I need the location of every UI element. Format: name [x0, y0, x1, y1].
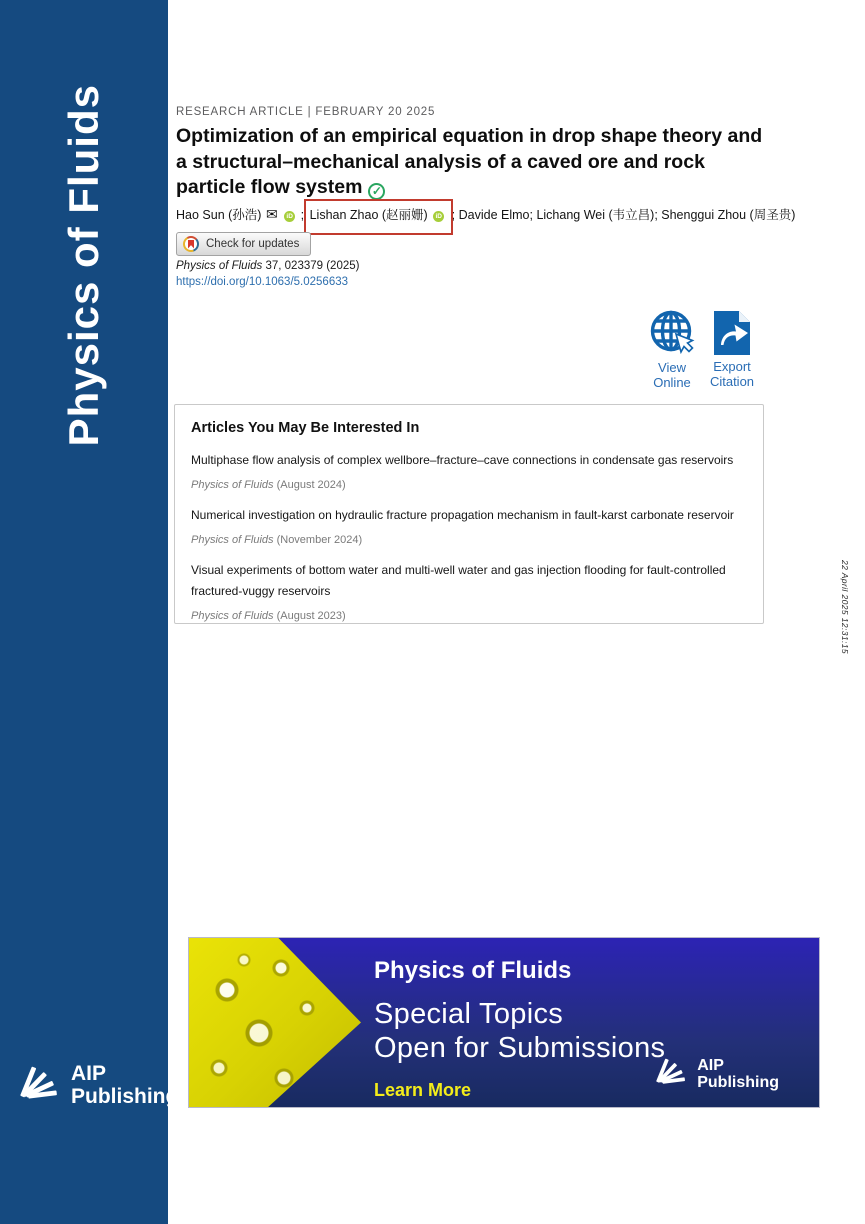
- globe-cursor-icon: [642, 309, 702, 357]
- related-article-source: Physics of Fluids (November 2024): [191, 534, 363, 546]
- journal-vertical-title: [0, 83, 168, 447]
- export-citation-label-line1: Export: [713, 359, 751, 374]
- check-for-updates-label: Check for updates: [206, 238, 300, 250]
- related-article-item: [191, 450, 747, 491]
- orcid-icon[interactable]: iD: [433, 211, 444, 222]
- publisher-name-line1: AIP: [71, 1062, 107, 1085]
- author-link[interactable]: Lishan Zhao (赵丽姗): [309, 208, 428, 222]
- export-citation-button[interactable]: [702, 310, 762, 389]
- yellow-fluid-arrow-image: [189, 938, 361, 1107]
- doi-link[interactable]: https://doi.org/10.1063/5.0256633: [176, 276, 349, 288]
- free-access-check-icon: ✓: [368, 183, 385, 200]
- author-list: [176, 206, 826, 224]
- email-icon[interactable]: ✉: [265, 206, 278, 222]
- aip-publishing-logo: [20, 1062, 178, 1108]
- check-for-updates-button[interactable]: [176, 232, 311, 256]
- author-separator: ;: [654, 208, 662, 222]
- view-online-button[interactable]: [642, 309, 702, 390]
- related-article-title[interactable]: Visual experiments of bottom water and multi-well water and gas injection flooding for fault-controlled fractured-vuggy reservoirs: [191, 563, 726, 598]
- banner-text-block: [374, 957, 665, 1101]
- view-online-label-line2: Online: [653, 375, 691, 390]
- export-document-icon: [702, 310, 762, 356]
- journal-sidebar: [0, 0, 179, 1224]
- author-separator: ;: [451, 208, 459, 222]
- author-link[interactable]: Lichang Wei (韦立昌): [536, 208, 655, 222]
- article-type-and-date: RESEARCH ARTICLE | FEBRUARY 20 2025: [176, 106, 436, 118]
- banner-aip-publishing-logo: [656, 1056, 779, 1092]
- related-articles-panel: [174, 404, 764, 624]
- article-title: Optimization of an empirical equation in drop shape theory and a structural–mechanical analysis of a caved ore and rock particle flow system ✓: [176, 124, 776, 201]
- author-separator: ;: [300, 208, 308, 222]
- view-online-label-line1: View: [658, 360, 686, 375]
- learn-more-link[interactable]: Learn More: [374, 1080, 472, 1100]
- author-link[interactable]: Shenggui Zhou (周圣贵): [661, 208, 796, 222]
- aip-fan-icon: [656, 1056, 689, 1092]
- related-article-item: [191, 560, 747, 622]
- related-articles-heading: Articles You May Be Interested In: [191, 420, 420, 436]
- citation-journal: Physics of Fluids: [176, 260, 263, 272]
- crossmark-icon: [183, 236, 199, 252]
- related-article-item: [191, 505, 747, 546]
- author-separator: ;: [529, 208, 537, 222]
- journal-name-vertical: Physics of Fluids: [60, 83, 107, 447]
- citation-line: [176, 260, 359, 272]
- banner-journal-name: Physics of Fluids: [374, 957, 572, 984]
- publisher-name-line2: Publishing: [71, 1085, 179, 1108]
- related-article-title[interactable]: Numerical investigation on hydraulic fracture propagation mechanism in fault-karst carbonate reservoir: [191, 508, 734, 522]
- related-article-source: Physics of Fluids (August 2023): [191, 610, 346, 622]
- author-link[interactable]: Davide Elmo: [458, 208, 530, 222]
- author-highlighted[interactable]: [308, 208, 449, 222]
- aip-fan-icon: [20, 1063, 62, 1108]
- related-article-source: Physics of Fluids (August 2024): [191, 479, 346, 491]
- orcid-icon[interactable]: iD: [284, 211, 295, 222]
- banner-publisher-line1: AIP: [697, 1057, 724, 1074]
- citation-volume-pages: 37, 023379 (2025): [262, 260, 360, 272]
- export-citation-label-line2: Citation: [709, 374, 755, 389]
- author-link[interactable]: Hao Sun (孙浩): [176, 208, 262, 222]
- download-timestamp-vertical: 22 April 2025 12:31:15: [840, 560, 850, 655]
- related-article-title[interactable]: Multiphase flow analysis of complex wellbore–fracture–cave connections in condensate gas reservoirs: [191, 453, 734, 467]
- banner-line1: Special Topics: [374, 998, 564, 1030]
- banner-line2: Open for Submissions: [374, 1032, 666, 1064]
- banner-publisher-line2: Publishing: [697, 1074, 779, 1091]
- special-topics-ad-banner[interactable]: [188, 937, 820, 1108]
